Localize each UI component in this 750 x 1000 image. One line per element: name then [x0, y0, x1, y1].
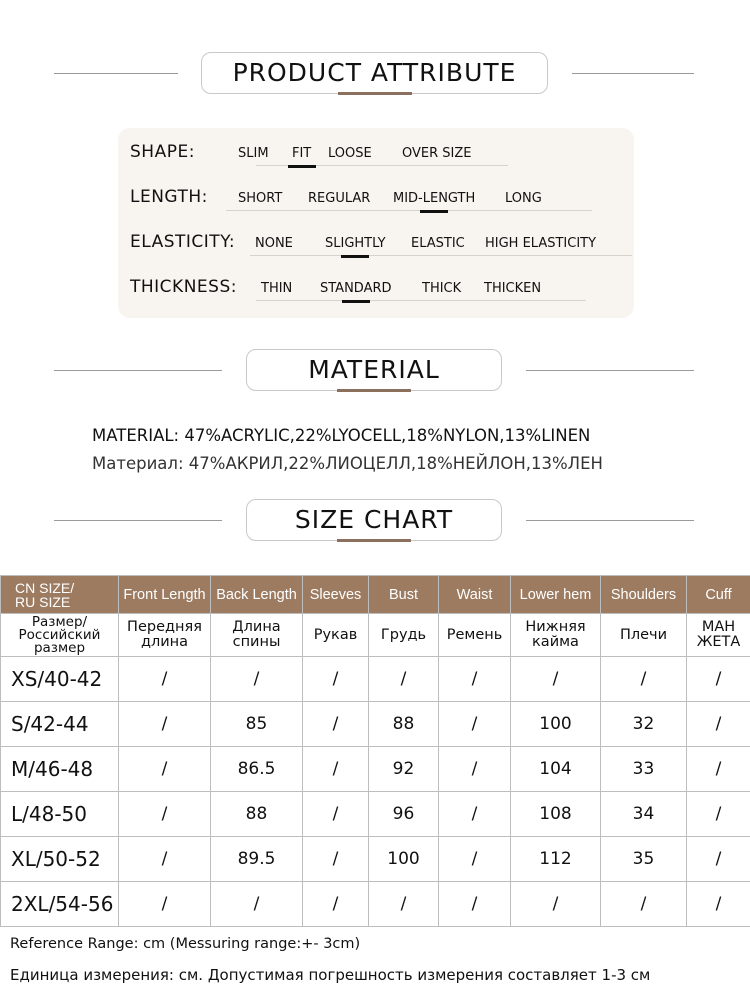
- table-cell: /: [439, 837, 511, 882]
- table-cell: 33: [601, 747, 687, 792]
- section-title-text: SIZE CHART: [294, 505, 454, 534]
- attribute-option-selected: FIT: [292, 146, 312, 161]
- attribute-row: [130, 277, 630, 307]
- table-cell: Нижняя кайма: [511, 614, 601, 657]
- table-cell: /: [439, 702, 511, 747]
- table-cell: 104: [511, 747, 601, 792]
- attribute-row: [130, 187, 630, 217]
- size-chart-table: [0, 575, 750, 927]
- table-cell: /: [687, 837, 750, 882]
- table-cell: /: [303, 702, 369, 747]
- attribute-option-selected: SLIGHTLY: [325, 236, 386, 251]
- attribute-label: THICKNESS:: [130, 277, 237, 297]
- table-row: [1, 837, 750, 882]
- divider: [54, 520, 222, 521]
- divider: [54, 370, 222, 371]
- table-cell: Cuff: [687, 576, 750, 614]
- table-cell: Грудь: [369, 614, 439, 657]
- attribute-row: [130, 142, 630, 172]
- table-row: [1, 747, 750, 792]
- title-underline: [337, 389, 411, 392]
- table-cell: /: [601, 882, 687, 927]
- table-cell: /: [211, 657, 303, 702]
- table-row: [1, 792, 750, 837]
- size-cell: CN SIZE/ RU SIZE: [1, 576, 119, 614]
- attribute-option: LOOSE: [328, 146, 372, 161]
- table-cell: /: [119, 792, 211, 837]
- attribute-baseline: [250, 255, 632, 256]
- table-cell: 112: [511, 837, 601, 882]
- divider: [572, 73, 694, 74]
- attribute-option-selected: STANDARD: [320, 281, 392, 296]
- attribute-option: LONG: [505, 191, 542, 206]
- table-cell: /: [211, 882, 303, 927]
- table-cell: /: [439, 792, 511, 837]
- table-cell: /: [303, 837, 369, 882]
- table-cell: /: [601, 657, 687, 702]
- divider: [526, 370, 694, 371]
- size-cell: M/46-48: [1, 747, 119, 792]
- table-cell: /: [511, 657, 601, 702]
- table-cell: /: [687, 792, 750, 837]
- table-cell: /: [119, 882, 211, 927]
- attribute-label: ELASTICITY:: [130, 232, 236, 252]
- section-title-text: MATERIAL: [308, 355, 440, 384]
- table-row: [1, 614, 750, 657]
- section-title-material: [246, 349, 502, 391]
- title-underline: [337, 539, 411, 542]
- attribute-option: OVER SIZE: [402, 146, 472, 161]
- size-cell: 2XL/54-56: [1, 882, 119, 927]
- table-cell: /: [439, 882, 511, 927]
- attribute-option: THICKEN: [484, 281, 542, 296]
- table-cell: /: [119, 747, 211, 792]
- table-cell: 86.5: [211, 747, 303, 792]
- attribute-option: THIN: [261, 281, 293, 296]
- table-cell: Front Length: [119, 576, 211, 614]
- table-cell: Передняя длина: [119, 614, 211, 657]
- table-cell: Ремень: [439, 614, 511, 657]
- reference-range-ru: Единица измерения: см. Допустимая погрешность измерения составляет 1-3 см: [10, 966, 651, 984]
- size-cell: Размер/ Российский размер: [1, 614, 119, 657]
- table-row: [1, 702, 750, 747]
- size-cell: XS/40-42: [1, 657, 119, 702]
- table-cell: 88: [211, 792, 303, 837]
- table-cell: 96: [369, 792, 439, 837]
- table-cell: /: [119, 657, 211, 702]
- table-cell: Рукав: [303, 614, 369, 657]
- table-cell: 92: [369, 747, 439, 792]
- table-cell: /: [303, 882, 369, 927]
- table-row: [1, 657, 750, 702]
- table-cell: 100: [369, 837, 439, 882]
- table-cell: /: [687, 747, 750, 792]
- table-cell: 35: [601, 837, 687, 882]
- table-cell: /: [439, 657, 511, 702]
- table-cell: Плечи: [601, 614, 687, 657]
- table-cell: 100: [511, 702, 601, 747]
- table-cell: /: [303, 747, 369, 792]
- table-cell: 85: [211, 702, 303, 747]
- attribute-option: NONE: [255, 236, 293, 251]
- table-cell: Lower hem: [511, 576, 601, 614]
- section-title-attribute: [201, 52, 548, 94]
- table-cell: МАН ЖЕТА: [687, 614, 750, 657]
- table-cell: Sleeves: [303, 576, 369, 614]
- table-cell: /: [369, 657, 439, 702]
- attribute-baseline: [226, 210, 592, 211]
- table-cell: 34: [601, 792, 687, 837]
- attribute-option: ELASTIC: [411, 236, 465, 251]
- table-cell: Back Length: [211, 576, 303, 614]
- table-cell: /: [511, 882, 601, 927]
- table-row: [1, 882, 750, 927]
- table-cell: /: [687, 882, 750, 927]
- table-cell: Bust: [369, 576, 439, 614]
- title-underline: [338, 92, 412, 95]
- attribute-panel: [118, 128, 634, 318]
- table-cell: /: [303, 657, 369, 702]
- table-cell: /: [303, 792, 369, 837]
- table-cell: 108: [511, 792, 601, 837]
- table-cell: Длина спины: [211, 614, 303, 657]
- attribute-option: HIGH ELASTICITY: [485, 236, 597, 251]
- material-ru: Материал: 47%АКРИЛ,22%ЛИОЦЕЛЛ,18%НЕЙЛОН,13%ЛЕН: [92, 454, 603, 473]
- section-title-text: PRODUCT ATTRIBUTE: [232, 58, 517, 87]
- table-cell: 88: [369, 702, 439, 747]
- table-cell: 32: [601, 702, 687, 747]
- attribute-option: SLIM: [238, 146, 269, 161]
- divider: [526, 520, 694, 521]
- reference-range-en: Reference Range: cm (Messuring range:+- 3cm): [10, 936, 361, 952]
- attribute-option: REGULAR: [308, 191, 371, 206]
- table-cell: /: [439, 747, 511, 792]
- section-title-size-chart: [246, 499, 502, 541]
- attribute-option: THICK: [422, 281, 462, 296]
- attribute-option-selected: MID-LENGTH: [393, 191, 476, 206]
- table-row: [1, 576, 750, 614]
- attribute-option: SHORT: [238, 191, 283, 206]
- table-cell: Waist: [439, 576, 511, 614]
- divider: [54, 73, 178, 74]
- table-cell: Shoulders: [601, 576, 687, 614]
- attribute-row: [130, 232, 630, 262]
- material-en: MATERIAL: 47%ACRYLIC,22%LYOCELL,18%NYLON,13%LINEN: [92, 426, 591, 445]
- table-cell: /: [119, 702, 211, 747]
- table-cell: /: [119, 837, 211, 882]
- table-cell: /: [687, 702, 750, 747]
- table-cell: /: [687, 657, 750, 702]
- size-cell: L/48-50: [1, 792, 119, 837]
- size-cell: XL/50-52: [1, 837, 119, 882]
- attribute-label: SHAPE:: [130, 142, 195, 162]
- table-cell: 89.5: [211, 837, 303, 882]
- attribute-baseline: [256, 300, 586, 301]
- table-cell: /: [369, 882, 439, 927]
- attribute-label: LENGTH:: [130, 187, 208, 207]
- size-cell: S/42-44: [1, 702, 119, 747]
